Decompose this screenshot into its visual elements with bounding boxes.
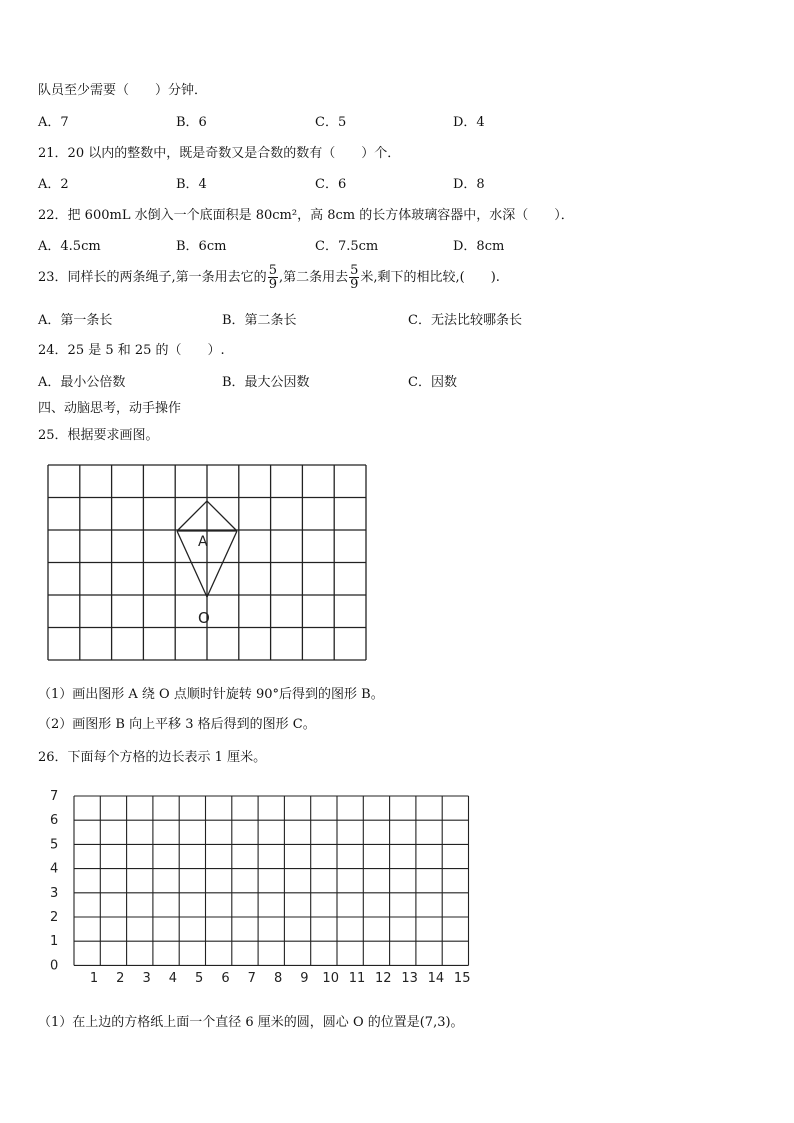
q20-option-d: D．4 bbox=[453, 115, 485, 130]
q26-x-axis-label: 6 bbox=[221, 971, 230, 986]
q22-option-a: A．4.5cm bbox=[38, 239, 101, 254]
section-4-title: 四、动脑思考，动手操作 bbox=[38, 401, 182, 416]
q21-stem: 21．20 以内的整数中，既是奇数又是合数的数有（ ）个． bbox=[38, 146, 401, 161]
q26-y-axis-label: 7 bbox=[50, 789, 59, 804]
q23-fraction-2-denominator: 9 bbox=[350, 277, 359, 292]
q26-grid-lines bbox=[74, 796, 469, 965]
q24-option-a: A．最小公倍数 bbox=[38, 375, 126, 390]
q25-stem: 25．根据要求画图。 bbox=[38, 428, 159, 443]
q23-option-c: C．无法比较哪条长 bbox=[408, 313, 522, 328]
q20-stem-tail: 队员至少需要（ ）分钟． bbox=[38, 83, 208, 98]
q24-stem: 24．25 是 5 和 25 的（ ）. bbox=[38, 343, 225, 358]
q25-label-o: O bbox=[198, 609, 210, 627]
q25-grid-figure bbox=[40, 455, 376, 670]
q26-x-axis-label: 14 bbox=[427, 971, 445, 986]
q22-option-b: B．6cm bbox=[176, 239, 227, 254]
q26-x-axis-label: 4 bbox=[168, 971, 178, 986]
q26-x-axis-label: 11 bbox=[348, 971, 366, 986]
q26-x-axis-label: 10 bbox=[322, 971, 339, 986]
q26-y-axis-label: 6 bbox=[50, 813, 59, 829]
q23-fraction-2-numerator: 5 bbox=[350, 263, 359, 278]
q26-y-axis-label: 5 bbox=[50, 837, 59, 853]
q26-x-axis-label: 13 bbox=[401, 971, 418, 986]
q24-option-b: B．最大公因数 bbox=[222, 375, 310, 390]
q26-y-axis-label: 2 bbox=[50, 910, 59, 925]
q26-x-axis-label: 12 bbox=[375, 971, 392, 986]
q23-stem bbox=[38, 264, 500, 291]
q23-fraction-2 bbox=[349, 264, 359, 291]
q26-x-axis-labels bbox=[90, 971, 471, 986]
q22-stem: 22．把 600mL 水倒入一个底面积是 80cm²，高 8cm 的长方体玻璃容器中，水深（ ）． bbox=[38, 208, 574, 223]
q26-y-axis-labels bbox=[50, 789, 58, 973]
q26-x-axis-label: 3 bbox=[142, 971, 151, 986]
q26-x-axis-label: 1 bbox=[89, 971, 99, 986]
q23-fraction-1 bbox=[268, 264, 278, 291]
q26-x-axis-label: 7 bbox=[247, 971, 256, 986]
q25-grid-lines bbox=[48, 465, 366, 660]
q23-stem-part2: ,第二条用去 bbox=[278, 270, 349, 285]
q26-y-axis-label: 3 bbox=[50, 885, 59, 901]
q26-x-axis-label: 2 bbox=[116, 971, 125, 986]
q22-option-c: C．7.5cm bbox=[315, 239, 379, 254]
q20-option-a: A．7 bbox=[38, 115, 69, 130]
q26-x-axis-label: 8 bbox=[273, 971, 283, 986]
q26-y-axis-label: 4 bbox=[50, 861, 59, 877]
q26-x-axis-label: 15 bbox=[453, 971, 471, 986]
q26-y-axis-label: 0 bbox=[50, 958, 59, 974]
q24-option-c: C．因数 bbox=[408, 375, 457, 390]
q26-stem: 26．下面每个方格的边长表示 1 厘米。 bbox=[38, 750, 267, 765]
q21-option-a: A．2 bbox=[38, 177, 69, 192]
q20-option-c: C．5 bbox=[315, 115, 347, 130]
q26-x-axis-label: 9 bbox=[300, 971, 309, 986]
q23-option-a: A．第一条长 bbox=[38, 313, 113, 328]
q26-y-axis-label: 1 bbox=[50, 934, 59, 950]
q21-option-d: D．8 bbox=[453, 177, 485, 192]
q23-stem-part1: 23．同样长的两条绳子,第一条用去它的 bbox=[38, 270, 267, 285]
q25-label-a: A bbox=[198, 534, 208, 550]
q22-option-d: D．8cm bbox=[453, 239, 505, 254]
q25-sub2: （2）画图形 B 向上平移 3 格后得到的图形 C。 bbox=[38, 717, 316, 732]
q26-sub1: （1）在上边的方格纸上面一个直径 6 厘米的圆，圆心 O 的位置是(7,3)。 bbox=[38, 1015, 464, 1030]
q21-option-c: C．6 bbox=[315, 177, 347, 192]
q20-option-b: B．6 bbox=[176, 115, 207, 130]
q23-fraction-1-numerator: 5 bbox=[268, 263, 277, 278]
q26-x-axis-label: 5 bbox=[195, 971, 204, 986]
q25-sub1: （1）画出图形 A 绕 O 点顺时针旋转 90°后得到的图形 B。 bbox=[38, 687, 384, 702]
q21-option-b: B．4 bbox=[176, 177, 207, 192]
q25-shape-a-right-edge bbox=[207, 531, 237, 597]
q23-option-b: B．第二条长 bbox=[222, 313, 297, 328]
q23-stem-part3: 米,剩下的相比较,( ). bbox=[360, 270, 500, 285]
q26-coordinate-grid bbox=[40, 782, 488, 992]
q23-fraction-1-denominator: 9 bbox=[268, 277, 277, 292]
